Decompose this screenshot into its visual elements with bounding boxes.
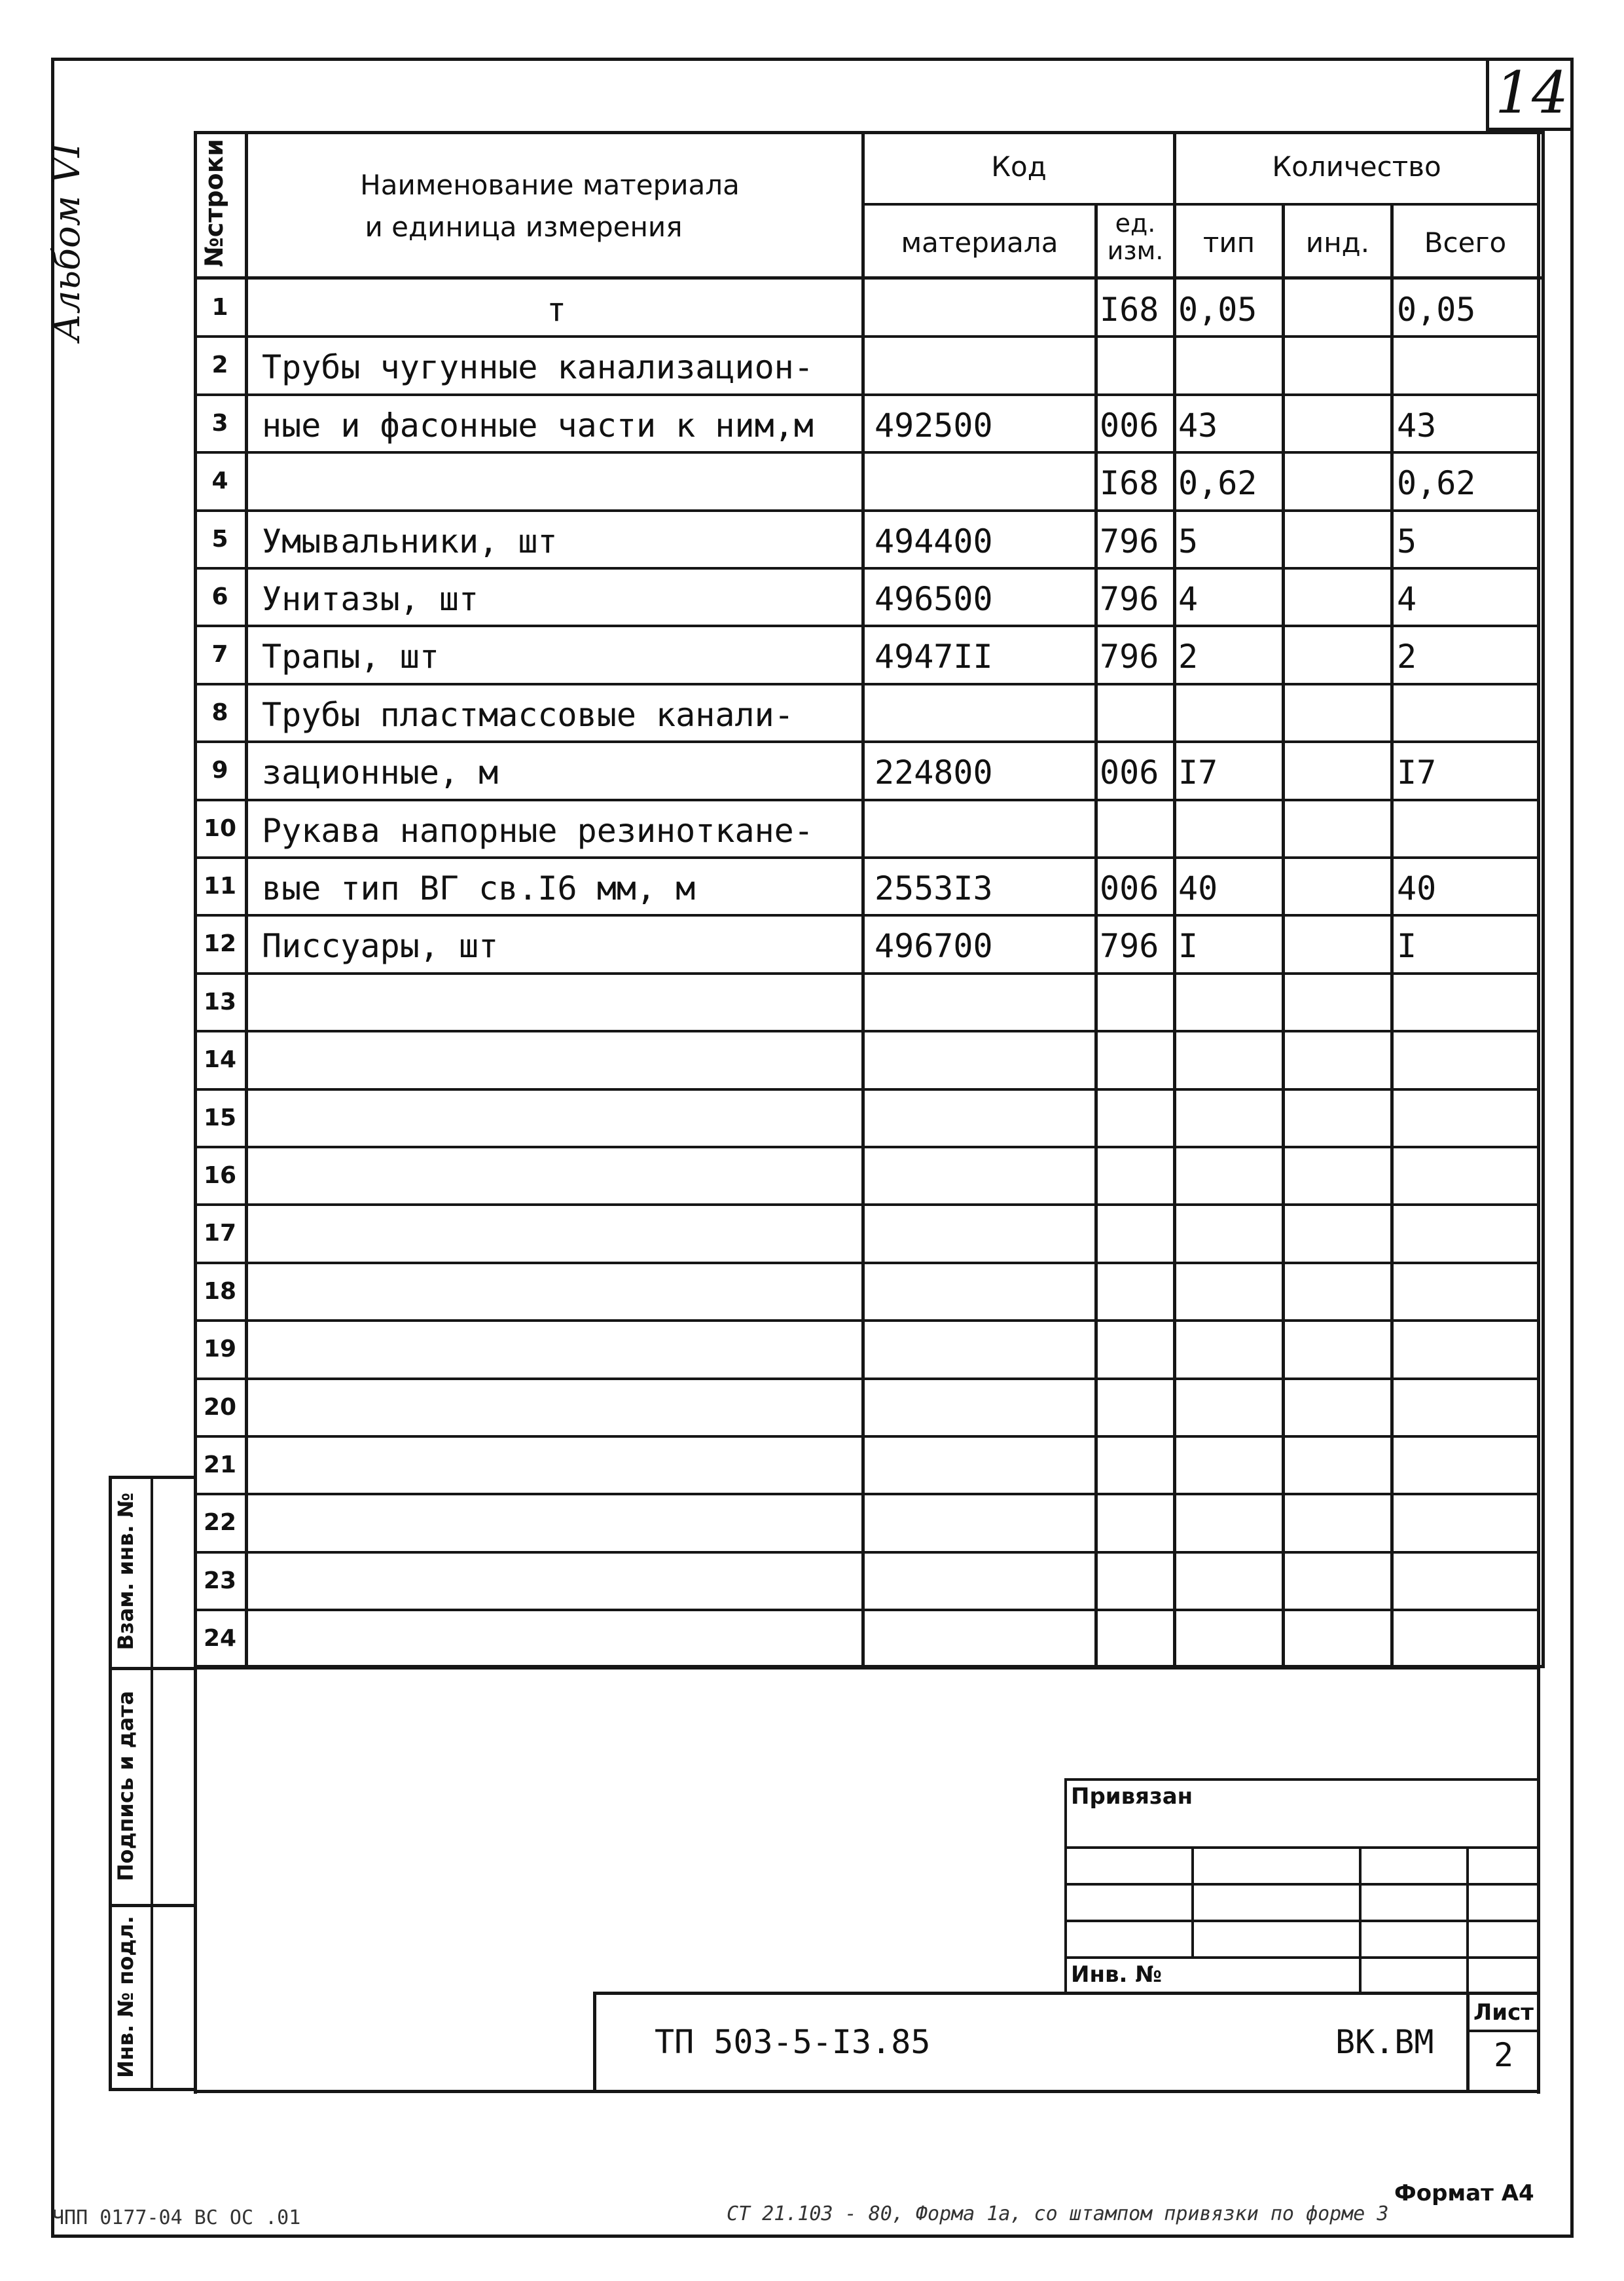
cell-type: 0,62	[1178, 464, 1257, 503]
row-number: 23	[203, 1567, 237, 1594]
cell-total: 0,05	[1397, 291, 1476, 329]
col-line-ind	[1390, 203, 1394, 1668]
cell-mat: 4947II	[875, 638, 993, 676]
cell-unit: 796	[1100, 580, 1159, 618]
row-separator	[194, 1435, 1540, 1438]
header-mid-line	[861, 203, 1538, 206]
cell-total: 2	[1397, 638, 1417, 676]
row-separator	[194, 1319, 1540, 1322]
row-separator	[194, 856, 1540, 859]
priv-v2	[1359, 1846, 1362, 1993]
sheet-label: Лист	[1473, 1999, 1534, 2026]
cell-unit: 006	[1100, 406, 1159, 445]
cell-type: 5	[1178, 522, 1199, 560]
row-number: 6	[211, 583, 228, 610]
cell-mat: 2553I3	[875, 869, 993, 907]
row-number: 9	[211, 757, 228, 784]
row-separator	[194, 335, 1540, 338]
row-number: 15	[203, 1104, 237, 1131]
footer-left: ЧПП 0177-04 ВС ОС .01	[52, 2206, 301, 2229]
inv-no-label: Инв. №	[1071, 1962, 1163, 1988]
cell-unit: I68	[1100, 464, 1159, 503]
cell-type: 4	[1178, 580, 1199, 618]
cell-unit: I68	[1100, 291, 1159, 329]
podpis-data-label: Подпись и дата	[113, 1690, 138, 1882]
code-material-header: материала	[901, 227, 1058, 259]
lower-bottom-border	[194, 2090, 1540, 2093]
row-separator	[194, 683, 1540, 685]
cell-type: I7	[1178, 754, 1218, 792]
row-number: 19	[203, 1336, 237, 1363]
cell-mat: 496700	[875, 927, 993, 966]
row-separator	[194, 393, 1540, 396]
row-separator	[194, 1030, 1540, 1032]
priv-left	[1064, 1778, 1067, 1993]
row-number: 7	[211, 641, 228, 668]
row-separator	[194, 1203, 1540, 1206]
row-separator	[194, 740, 1540, 743]
cell-total: I7	[1397, 754, 1437, 792]
header-bottom-line	[194, 276, 1545, 280]
cell-type: 43	[1178, 406, 1218, 445]
cell-type: 2	[1178, 638, 1199, 676]
left-stamp-inner-line	[151, 1476, 153, 2091]
row-separator	[194, 799, 1540, 801]
priv-v3	[1466, 1846, 1469, 1993]
priv-v1	[1191, 1846, 1194, 1956]
row-number: 10	[203, 814, 237, 842]
cell-name: Умывальники, шт	[262, 522, 558, 560]
name-header-line2: и единица измерения	[365, 211, 683, 243]
quantity-header: Количество	[1272, 151, 1441, 183]
row-separator	[194, 509, 1540, 512]
cell-mat: 224800	[875, 754, 993, 792]
page-number: 14	[1495, 59, 1568, 126]
cell-total: 0,62	[1397, 464, 1476, 503]
row-number: 22	[203, 1509, 237, 1537]
cell-total: 4	[1397, 580, 1417, 618]
row-number: 13	[203, 988, 237, 1015]
name-header-line1: Наименование материала	[360, 169, 740, 201]
row-separator	[194, 972, 1540, 975]
row-number: 1	[211, 294, 228, 321]
left-stamp-div2	[109, 1904, 196, 1907]
row-separator	[194, 567, 1540, 570]
row-number: 12	[203, 930, 237, 958]
row-number: 14	[203, 1046, 237, 1074]
row-separator	[194, 914, 1540, 917]
col-line-mat	[1094, 203, 1098, 1668]
row-separator	[194, 1146, 1540, 1148]
row-separator	[194, 1667, 1540, 1670]
cell-name: Рукава напорные резиноткане-	[262, 811, 814, 850]
cell-unit: 796	[1100, 522, 1159, 560]
left-stamp-div1	[109, 1667, 196, 1670]
row-number: 20	[203, 1393, 237, 1421]
cell-unit: 796	[1100, 638, 1159, 676]
sheet-number: 2	[1493, 2036, 1514, 2074]
priv-top	[1064, 1778, 1540, 1781]
cell-type: 0,05	[1178, 291, 1257, 329]
format-label: Формат А4	[1394, 2180, 1534, 2206]
row-separator	[194, 1551, 1540, 1554]
cell-name: вые тип ВГ св.I6 мм, м	[262, 869, 696, 907]
row-separator	[194, 1609, 1540, 1611]
inv-podl-label: Инв. № подл.	[113, 1916, 138, 2078]
cell-name: Писсуары, шт	[262, 927, 499, 966]
sheet-box-left	[1466, 1992, 1470, 2091]
row-number: 2	[211, 352, 228, 379]
cell-name: ные и фасонные части к ним,м	[262, 406, 814, 445]
code-unit-header: ед. изм.	[1107, 209, 1164, 265]
row-number: 24	[203, 1625, 237, 1652]
cell-unit: 006	[1100, 869, 1159, 907]
cell-mat: 492500	[875, 406, 993, 445]
quantity-ind-header: инд.	[1305, 227, 1370, 259]
cell-type: I	[1178, 927, 1199, 966]
cell-total: I	[1397, 927, 1417, 966]
row-number: 16	[203, 1162, 237, 1189]
cell-mat: 496500	[875, 580, 993, 618]
cell-name: Унитазы, шт	[262, 580, 479, 618]
sheet-box-mid	[1466, 2030, 1540, 2032]
album-label: Альбом VI	[46, 143, 88, 342]
row-number-header: №строки	[200, 139, 228, 267]
cell-name: т	[546, 291, 567, 329]
cell-name: Трубы пластмассовые канали-	[262, 695, 794, 734]
row-separator	[194, 1262, 1540, 1264]
row-number: 4	[211, 467, 228, 495]
privyazan-label: Привязан	[1071, 1783, 1193, 1810]
col-line-type	[1282, 203, 1285, 1668]
doc-mark: ВК.ВМ	[1335, 2023, 1434, 2061]
code-header: Код	[991, 151, 1047, 183]
row-number: 8	[211, 699, 228, 726]
row-number: 11	[203, 873, 237, 900]
row-number: 3	[211, 409, 228, 437]
row-separator	[194, 1088, 1540, 1091]
cell-type: 40	[1178, 869, 1218, 907]
cell-total: 43	[1397, 406, 1437, 445]
doc-code: ТП 503-5-I3.85	[655, 2023, 931, 2061]
cell-unit: 006	[1100, 754, 1159, 792]
lower-left-border	[194, 1668, 197, 2094]
vzam-inv-label: Взам. инв. №	[113, 1492, 138, 1651]
row-separator	[194, 451, 1540, 454]
cell-name: Трубы чугунные канализацион-	[262, 348, 814, 387]
cell-total: 5	[1397, 522, 1417, 560]
cell-mat: 494400	[875, 522, 993, 560]
cell-name: Трапы, шт	[262, 638, 439, 676]
row-number: 21	[203, 1451, 237, 1478]
cell-unit: 796	[1100, 927, 1159, 966]
title-left	[593, 1992, 596, 2091]
cell-total: 40	[1397, 869, 1437, 907]
row-separator	[194, 1378, 1540, 1380]
quantity-type-header: тип	[1202, 227, 1255, 259]
row-number: 17	[203, 1220, 237, 1247]
row-number: 5	[211, 525, 228, 553]
row-number: 18	[203, 1277, 237, 1305]
row-separator	[194, 1493, 1540, 1495]
quantity-total-header: Всего	[1424, 227, 1507, 259]
title-top	[593, 1992, 1540, 1995]
cell-name: зационные, м	[262, 754, 499, 792]
row-separator	[194, 625, 1540, 627]
footer-right: СТ 21.103 - 80, Форма 1а, со штампом привязки по форме 3	[727, 2202, 1389, 2225]
